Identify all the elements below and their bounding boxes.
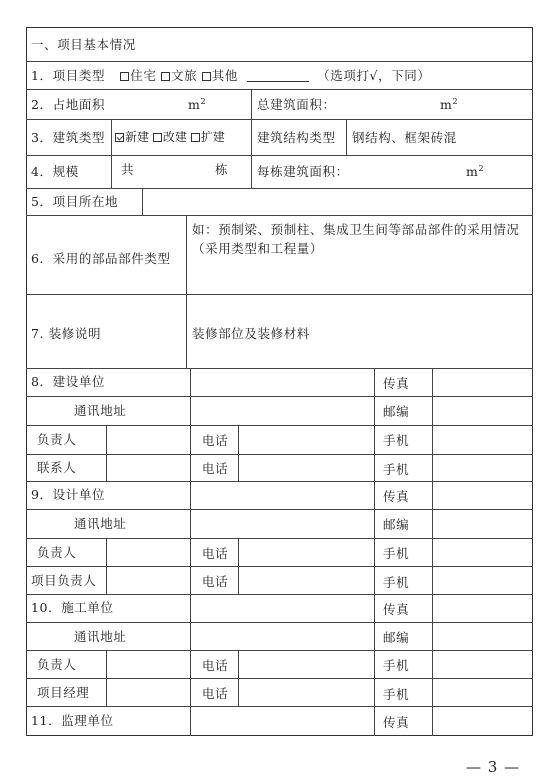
new-build-label: 新建 [125, 130, 150, 144]
builder-unit-mobile2-label: 手机 [383, 687, 410, 702]
construction-unit-label: 8．建设单位 [31, 374, 106, 389]
building-count-unit: 栋 [215, 162, 229, 177]
design-unit-mobile1-label: 手机 [383, 546, 410, 561]
builder-unit-address-label: 通讯地址 [74, 629, 127, 644]
construction-unit-postcode-label: 邮编 [383, 404, 410, 419]
project-location-label: 5．项目所在地 [31, 194, 119, 209]
design-unit-person1-label: 负责人 [37, 545, 77, 560]
builder-unit-fax-label: 传真 [383, 602, 410, 617]
other-type-blank[interactable] [247, 69, 309, 82]
construction-unit-mobile1-label: 手机 [383, 433, 410, 448]
land-area-unit: $m^2$ [188, 96, 207, 112]
per-building-area-unit: $m^2$ [466, 163, 485, 179]
expand-label: 扩建 [200, 130, 225, 144]
project-type-label: 1．项目类型 [31, 68, 106, 83]
new-build-checkbox[interactable] [115, 133, 124, 142]
design-unit-postcode-label: 邮编 [383, 517, 410, 532]
other-checkbox[interactable] [202, 72, 211, 81]
section-title: 一、项目基本情况 [31, 37, 136, 52]
renovate-label: 改建 [162, 130, 187, 144]
renovate-checkbox[interactable] [153, 133, 162, 142]
builder-unit-postcode-label: 邮编 [383, 630, 410, 645]
culture-tourism-checkbox[interactable] [161, 72, 170, 81]
structure-type-value: 钢结构、框架砖混 [352, 130, 457, 145]
land-area-label: 2．占地面积 [31, 97, 106, 112]
total-area-unit: $m^2$ [440, 96, 459, 112]
builder-unit-person2-label: 项目经理 [37, 685, 90, 700]
expand-checkbox[interactable] [191, 133, 200, 142]
building-type-label: 3．建筑类型 [31, 130, 106, 145]
builder-unit-person1-label: 负责人 [37, 657, 77, 672]
building-type-options [115, 130, 225, 145]
design-unit-mobile2-label: 手机 [383, 575, 410, 590]
construction-unit-person1-label: 负责人 [37, 432, 77, 447]
page-number: — 3 — [466, 758, 521, 776]
construction-unit-phone1-label: 电话 [202, 433, 229, 448]
components-description: 如：预制梁、预制柱、集成卫生间等部品部件的采用情况（采用类型和工程量） [192, 222, 520, 256]
design-unit-phone2-label: 电话 [202, 574, 229, 589]
construction-unit-fax-label: 传真 [383, 376, 410, 391]
builder-unit-mobile1-label: 手机 [383, 658, 410, 673]
construction-unit-address-label: 通讯地址 [74, 403, 127, 418]
residential-label: 住宅 [130, 68, 157, 83]
design-unit-label: 9．设计单位 [31, 487, 106, 502]
builder-unit-label: 10．施工单位 [31, 600, 114, 615]
supervision-unit-fax-label: 传真 [383, 715, 410, 730]
design-unit-phone1-label: 电话 [202, 546, 229, 561]
per-building-area-label: 每栋建筑面积： [257, 164, 349, 179]
structure-type-label: 建筑结构类型 [257, 130, 336, 145]
builder-unit-phone2-label: 电话 [202, 686, 229, 701]
selection-note: （选项打√，下同） [317, 68, 431, 83]
design-unit-address-label: 通讯地址 [74, 516, 127, 531]
components-label: 6．采用的部品部件类型 [31, 251, 171, 266]
decoration-label: 7. 装修说明 [31, 326, 102, 341]
builder-unit-phone1-label: 电话 [202, 658, 229, 673]
residential-checkbox[interactable] [120, 72, 129, 81]
construction-unit-mobile2-label: 手机 [383, 462, 410, 477]
project-type-row [31, 68, 431, 83]
decoration-description: 装修部位及装修材料 [192, 326, 310, 341]
culture-tourism-label: 文旅 [171, 68, 198, 83]
design-unit-person2-label: 项目负责人 [31, 573, 97, 588]
construction-unit-phone2-label: 电话 [202, 461, 229, 476]
scale-total-text: 共 [121, 162, 135, 177]
design-unit-fax-label: 传真 [383, 489, 410, 504]
supervision-unit-label: 11．监理单位 [31, 713, 114, 728]
construction-unit-person2-label: 联系人 [37, 460, 77, 475]
other-label: 其他 [211, 68, 238, 83]
scale-label: 4．规模 [31, 164, 79, 179]
total-area-label: 总建筑面积： [257, 97, 336, 112]
